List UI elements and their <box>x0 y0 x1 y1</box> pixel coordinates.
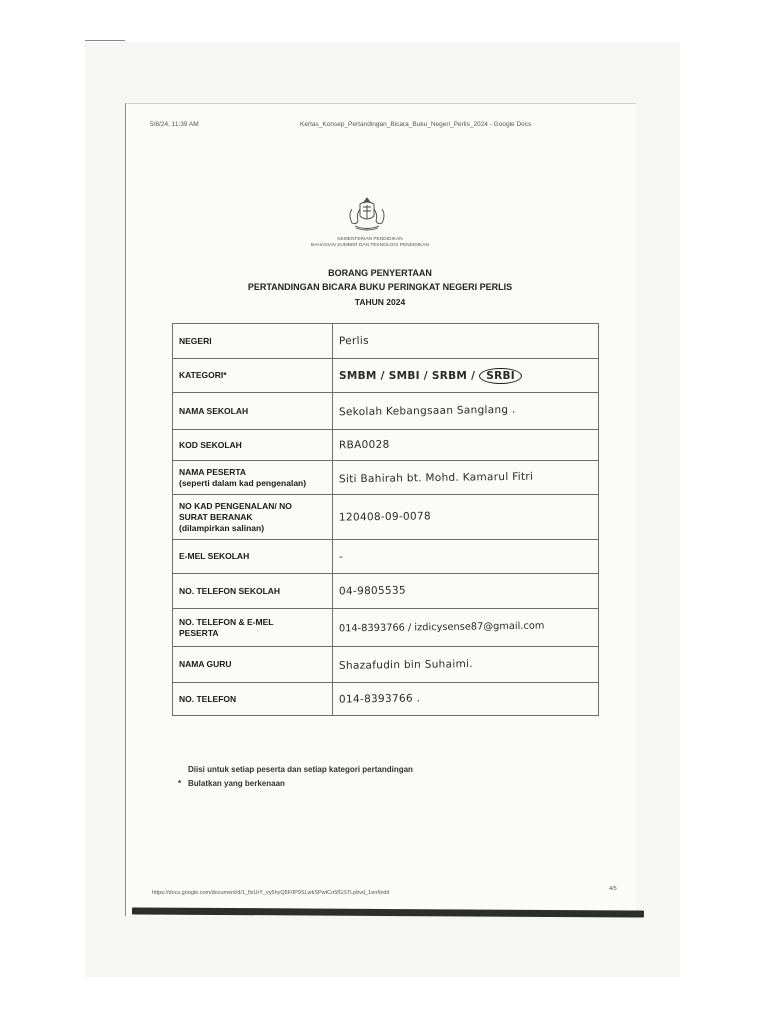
field-emel-sekolah[interactable] <box>333 540 599 574</box>
row-emel-sekolah <box>173 540 599 574</box>
value-nama-sekolah: Sekolah Kebangsaan Sanglang . <box>338 403 516 419</box>
value-negeri: Perlis <box>338 334 369 348</box>
row-nama-guru <box>173 647 599 683</box>
row-telefon <box>173 683 599 716</box>
form-notes <box>178 763 413 791</box>
form-title: BORANG PENYERTAAN <box>328 268 432 278</box>
row-nama-peserta <box>173 461 599 495</box>
kategori-selected-circled: SRBI <box>479 368 522 384</box>
label-no-kad <box>173 495 333 540</box>
crest-logo <box>340 195 394 235</box>
footer-url: https://docs.google.com/document/d/1_flzUrY_vy5hyQ5F0P9SLwkSPwtCo5fGSTLpbvd_1enf/edit <box>152 890 390 896</box>
label-emel-sekolah: E-MEL SEKOLAH <box>173 540 333 574</box>
ministry-line-2: BAHAGIAN SUMBER DAN TEKNOLOGI PENDIDIKAN <box>311 243 429 248</box>
field-kategori[interactable] <box>333 359 599 393</box>
label-telefon-emel-line2: PESERTA <box>179 627 219 638</box>
row-nama-sekolah <box>173 393 599 430</box>
value-emel-sekolah: - <box>338 550 344 563</box>
label-no-kad-line1: NO KAD PENGENALAN/ NO <box>179 500 292 511</box>
note-line-1: Diisi untuk setiap peserta dan setiap kategori pertandingan <box>188 765 413 774</box>
label-no-kad-line3: (dilampirkan salinan) <box>179 522 265 533</box>
year-title: TAHUN 2024 <box>354 297 406 307</box>
label-nama-guru: NAMA GURU <box>173 647 333 683</box>
print-doc-title: Kertas_Konsep_Pertandingan_Bicara_Buku_Negeri_Perlis_2024 - Google Docs <box>300 121 532 128</box>
label-nama-sekolah: NAMA SEKOLAH <box>173 393 333 430</box>
field-telefon[interactable] <box>333 683 599 716</box>
value-telefon: 014-8393766 . <box>338 692 421 706</box>
label-kategori: KATEGORI* <box>173 359 333 393</box>
label-kod-sekolah: KOD SEKOLAH <box>173 430 333 461</box>
registration-form-table <box>172 323 599 716</box>
field-no-kad[interactable] <box>333 495 599 540</box>
note-asterisk: * <box>178 779 182 788</box>
kategori-options: SMBM / SMBI / SRBM / <box>339 369 476 382</box>
label-telefon: NO. TELEFON <box>173 683 333 716</box>
field-nama-sekolah[interactable] <box>333 393 599 430</box>
note-line-2 <box>178 777 413 791</box>
row-negeri <box>173 324 599 359</box>
field-nama-guru[interactable] <box>333 647 599 683</box>
value-telefon-sekolah: 04-9805535 <box>338 584 407 598</box>
value-kod-sekolah: RBA0028 <box>338 438 390 452</box>
label-telefon-emel-peserta <box>173 609 333 647</box>
field-telefon-sekolah[interactable] <box>333 574 599 609</box>
label-telefon-emel-line1: NO. TELEFON & E-MEL <box>179 616 274 627</box>
label-no-kad-line2: SURAT BERANAK <box>179 511 253 522</box>
field-nama-peserta[interactable] <box>333 461 599 495</box>
competition-title: PERTANDINGAN BICARA BUKU PERINGKAT NEGERI PERLIS <box>247 282 513 292</box>
label-telefon-sekolah: NO. TELEFON SEKOLAH <box>173 574 333 609</box>
value-nama-peserta: Siti Bahirah bt. Mohd. Kamarul Fitri <box>338 470 534 485</box>
row-kategori <box>173 359 599 393</box>
value-nama-guru: Shazafudin bin Suhaimi. <box>338 657 473 672</box>
footer-page-number: 4/5 <box>609 886 617 892</box>
ministry-line-1: KEMENTERIAN PENDIDIKAN <box>337 237 403 242</box>
row-no-kad <box>173 495 599 540</box>
field-kod-sekolah[interactable] <box>333 430 599 461</box>
row-kod-sekolah <box>173 430 599 461</box>
label-nama-peserta-line1: NAMA PESERTA <box>179 466 247 477</box>
row-telefon-sekolah <box>173 574 599 609</box>
ministry-name <box>300 237 440 249</box>
field-telefon-emel-peserta[interactable] <box>333 609 599 647</box>
note-line-2-text: Bulatkan yang berkenaan <box>188 779 285 788</box>
value-no-kad: 120408-09-0078 <box>338 510 432 524</box>
label-negeri: NEGERI <box>173 324 333 359</box>
field-negeri[interactable] <box>333 324 599 359</box>
print-datetime: 5/8/24, 11:39 AM <box>150 121 199 128</box>
value-telefon-emel-peserta: 014-8393766 / izdicysense87@gmail.com <box>338 620 545 635</box>
sheet-edge <box>85 40 125 41</box>
row-telefon-emel-peserta <box>173 609 599 647</box>
label-nama-peserta <box>173 461 333 495</box>
label-nama-peserta-line2: (seperti dalam kad pengenalan) <box>179 477 307 488</box>
